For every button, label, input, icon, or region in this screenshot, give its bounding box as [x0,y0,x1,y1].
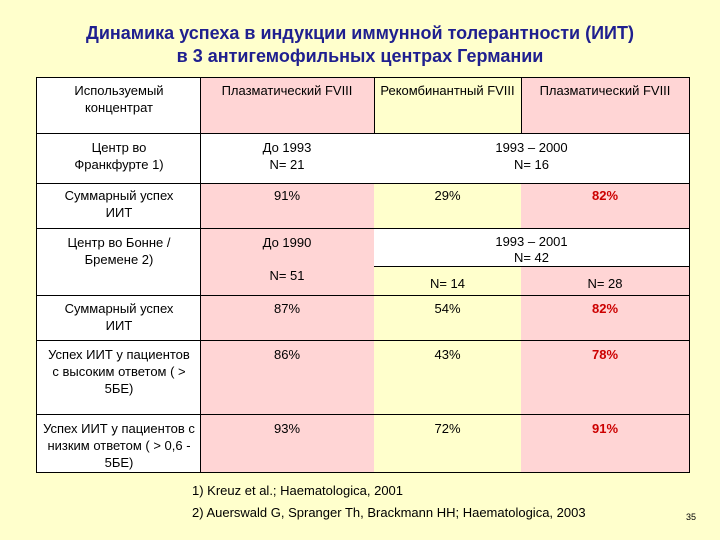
frankfurt-period1: До 1993 [262,140,312,155]
frankfurt-success-v2: 29% [434,188,461,203]
header-col3: Плазматический FVIII [539,83,671,98]
bonn-label: Центр во Бонне / Бремене 2) [67,235,171,267]
low-responders-v2: 72% [434,421,461,436]
frankfurt-success-v1: 91% [273,188,301,203]
low-responders-label: Успех ИИТ у пациентов с низким ответом ( > 0,6 - 5БЕ) [43,421,195,470]
grid-line [374,266,689,267]
grid-line [37,295,689,296]
footnote-2: 2) Auerswald G, Spranger Th, Brackmann HH; Haematologica, 2003 [192,505,586,520]
bonn-n2b: N= 28 [587,276,623,291]
header-col1: Плазматический FVIII [221,83,353,98]
bonn-success-label: Суммарный успех ИИТ [64,301,174,333]
footnote-1: 1) Kreuz et al.; Haematologica, 2001 [192,483,404,498]
grid-line [37,228,689,229]
bonn-success-v3: 82% [591,301,619,316]
high-responders-v2: 43% [434,347,461,362]
slide-title-line2: в 3 антигемофильных центрах Германии [176,46,544,66]
high-responders-v3: 78% [591,347,619,362]
high-responders-label: Успех ИИТ у пациентов с высоким ответом ( > 5БЕ) [48,347,190,396]
high-responders-v1: 86% [273,347,301,362]
bonn-period2: 1993 – 2001 [495,234,568,249]
bonn-n2: N= 42 [513,250,550,265]
slide-title-line1: Динамика успеха в индукции иммунной толерантности (ИИТ) [86,23,634,43]
label-column-bg [37,78,200,472]
low-responders-v3: 91% [591,421,619,436]
frankfurt-n2: N= 16 [513,157,550,172]
bonn-success-v2: 54% [434,301,461,316]
frankfurt-success-label: Суммарный успех ИИТ [64,188,174,220]
bonn-n2a: N= 14 [429,276,466,291]
grid-line [37,414,689,415]
frankfurt-period2: 1993 – 2000 [495,140,568,155]
results-table [36,77,690,473]
grid-line [37,340,689,341]
frankfurt-n1: N= 21 [269,157,305,172]
low-responders-v1: 93% [273,421,301,436]
page-number: 35 [686,512,697,522]
grid-line [37,183,689,184]
frankfurt-success-v3: 82% [591,188,619,203]
frankfurt-label: Центр во Франкфурте 1) [74,140,164,172]
bonn-period1: До 1990 [262,235,312,250]
concentrate-label: Используемый концентрат [74,83,164,115]
grid-line [37,133,689,134]
grid-line [374,78,375,133]
bonn-success-v1: 87% [273,301,301,316]
slide-title [0,22,720,68]
header-col2: Рекомбинантный FVIII [380,83,515,98]
bonn-n1: N= 51 [269,268,305,283]
